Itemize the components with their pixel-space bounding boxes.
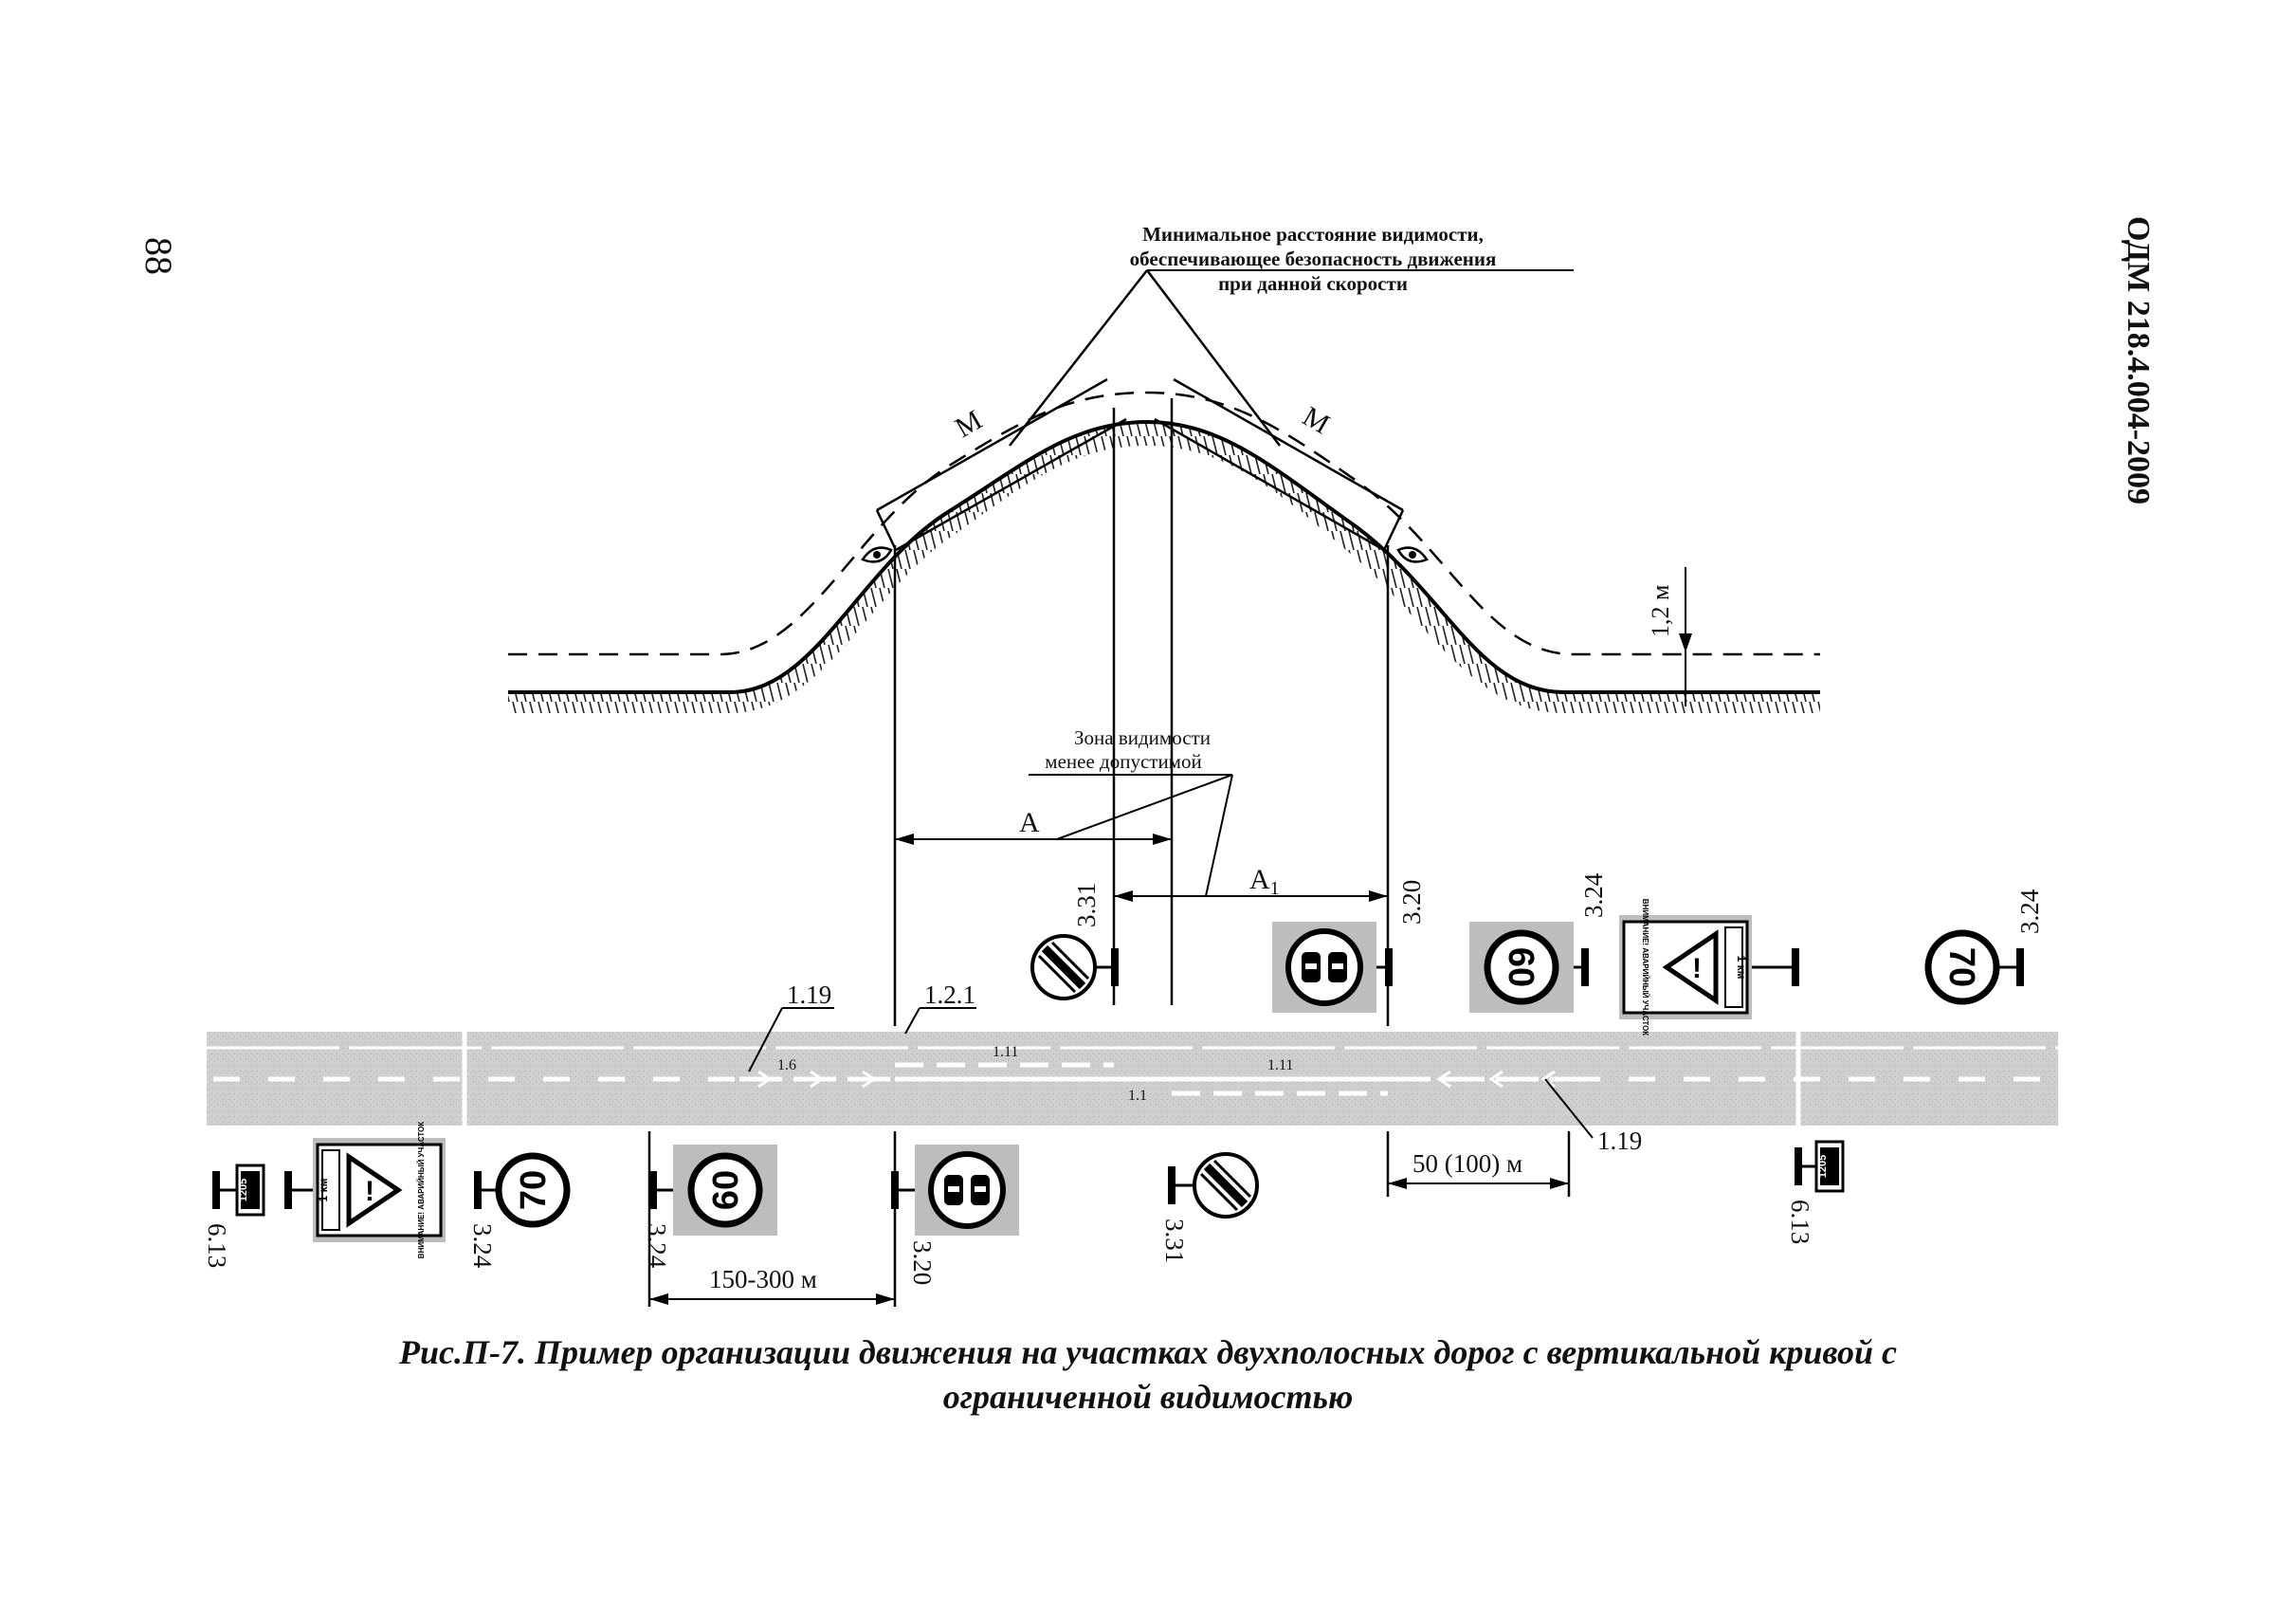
m-label-right: М: [1297, 400, 1336, 441]
caption-line-1: Рис.П-7. Пример организации движения на участках двухполосных дорог с вертикальной кривой с: [399, 1333, 1897, 1371]
svg-text:6.13: 6.13: [203, 1223, 231, 1269]
label-1-2-1: 1.2.1: [924, 981, 975, 1009]
svg-text:6.13: 6.13: [1786, 1200, 1814, 1245]
sign-3-24-70-top: [1928, 889, 2044, 1001]
dimension-a1: [1114, 864, 1388, 902]
page-number: 88: [137, 237, 180, 275]
eye-icon: [1398, 548, 1427, 562]
svg-text:3.31: 3.31: [1160, 1219, 1189, 1264]
svg-text:3.20: 3.20: [908, 1240, 937, 1286]
svg-text:3.24: 3.24: [468, 1223, 497, 1269]
doc-code: ОДМ 218.4.004-2009: [2121, 216, 2156, 505]
svg-text:70: 70: [514, 1169, 554, 1211]
sign-3-24-60-bottom: [643, 1145, 777, 1269]
svg-text:3.31: 3.31: [1072, 882, 1101, 927]
ground-surface: [508, 422, 1820, 692]
m-label-left: М: [950, 404, 988, 445]
svg-text:1 км: 1 км: [317, 1178, 330, 1202]
label-1-19-b: 1.19: [1597, 1127, 1643, 1155]
svg-text:3.24: 3.24: [2015, 889, 2044, 934]
svg-text:60: 60: [706, 1169, 746, 1211]
svg-text:!: !: [1692, 953, 1702, 984]
svg-text:60: 60: [1501, 946, 1540, 988]
dimension-150-300: [649, 1265, 895, 1305]
sign-6-13-left: [203, 1165, 264, 1268]
svg-text:Минимальное расстояние видимос: Минимальное расстояние видимости,: [1142, 223, 1484, 246]
label-1-11-b: 1.11: [1267, 1057, 1294, 1073]
sign-3-24-60-top: [1469, 872, 1608, 1013]
svg-text:!: !: [365, 1176, 374, 1207]
svg-text:1205: 1205: [1817, 1154, 1829, 1179]
zone-note: [1029, 726, 1232, 896]
d150-label: 150-300 м: [709, 1265, 817, 1293]
height-label: 1,2 м: [1647, 584, 1674, 637]
warning-sign-top: [1619, 899, 1799, 1036]
a-label: А: [1019, 807, 1040, 838]
sign-3-31-top: [1032, 883, 1119, 999]
height-dimension: [1647, 567, 1692, 706]
sign-6-13-right: [1786, 1142, 1843, 1244]
svg-text:1205: 1205: [238, 1178, 249, 1202]
road-profile: [508, 393, 1820, 713]
sign-3-24-70-bottom: [468, 1156, 567, 1269]
a1-label: $А_1$: [1249, 864, 1280, 899]
road-plan: [207, 1029, 2058, 1128]
sign-3-31-bottom: [1160, 1154, 1257, 1263]
visibility-note: [1010, 223, 1574, 446]
svg-text:3.24: 3.24: [643, 1223, 671, 1269]
svg-text:менее допустимой: менее допустимой: [1045, 750, 1202, 773]
sign-3-20-bottom: [891, 1145, 1019, 1285]
svg-text:Зона видимости: Зона видимости: [1074, 726, 1211, 749]
svg-text:1 км: 1 км: [1735, 955, 1748, 980]
svg-text:3.24: 3.24: [1579, 872, 1608, 918]
sign-3-20-top: [1272, 880, 1426, 1013]
svg-text:обеспечивающее безопасность дв: обеспечивающее безопасность движения: [1129, 247, 1497, 270]
label-1-19: 1.19: [787, 981, 832, 1009]
label-1-1: 1.1: [1128, 1088, 1147, 1104]
svg-text:3.20: 3.20: [1397, 879, 1426, 925]
dimension-50-100: [1388, 1149, 1569, 1189]
label-1-6: 1.6: [777, 1057, 796, 1073]
svg-text:ВНИМАНИЕ! АВАРИЙНЫЙ УЧАСТОК: ВНИМАНИЕ! АВАРИЙНЫЙ УЧАСТОК: [1641, 898, 1649, 1036]
d50-label: 50 (100) м: [1412, 1149, 1523, 1178]
warning-sign-bottom: [284, 1122, 446, 1259]
eye-icon: [863, 548, 891, 562]
svg-text:ВНИМАНИЕ! АВАРИЙНЫЙ УЧАСТОК: ВНИМАНИЕ! АВАРИЙНЫЙ УЧАСТОК: [417, 1121, 426, 1259]
caption-line-2: ограниченной видимостью: [942, 1378, 1354, 1416]
svg-text:70: 70: [1941, 946, 1981, 988]
svg-text:при данной скорости: при данной скорости: [1218, 272, 1408, 295]
ground-hatching: [508, 422, 1820, 713]
label-1-11-a: 1.11: [993, 1044, 1019, 1060]
